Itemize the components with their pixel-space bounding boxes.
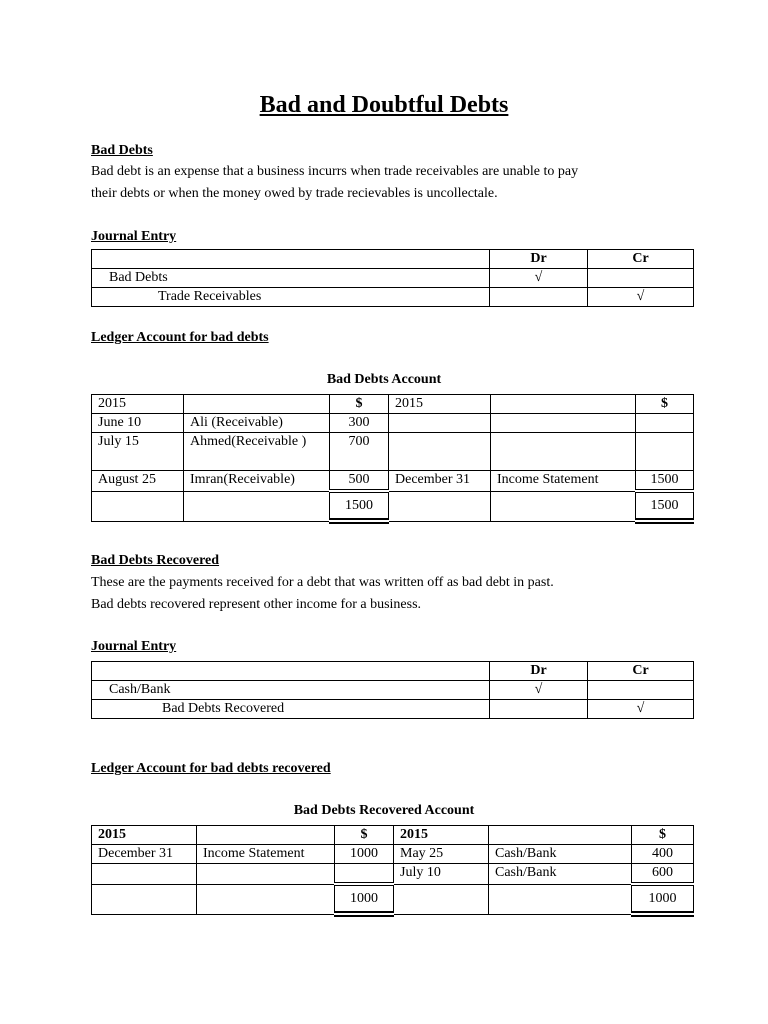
bad-debts-ledger-table xyxy=(91,394,694,524)
table-cell xyxy=(92,884,197,914)
journal-entry-2-table xyxy=(91,661,694,719)
dr-check: √ xyxy=(490,269,588,288)
table-cell xyxy=(92,250,490,269)
cr-check xyxy=(588,681,694,700)
desc-right xyxy=(491,433,636,471)
table-cell xyxy=(491,395,636,414)
currency-right: $ xyxy=(636,395,694,414)
currency-left: $ xyxy=(335,826,394,845)
table-cell xyxy=(389,491,491,521)
table-row xyxy=(92,662,694,681)
amount-right: 400 xyxy=(632,845,694,864)
bad-debts-paragraph xyxy=(91,161,691,205)
amount-right: 1500 xyxy=(636,471,694,492)
amount-left: 500 xyxy=(330,471,389,492)
date-left: July 15 xyxy=(92,433,184,471)
desc-right: Income Statement xyxy=(491,471,636,492)
desc-right: Cash/Bank xyxy=(489,845,632,864)
year-left: 2015 xyxy=(92,826,197,845)
cr-header: Cr xyxy=(588,250,694,269)
desc-left: Ahmed(Receivable ) xyxy=(184,433,330,471)
total-left: 1000 xyxy=(335,884,394,914)
debit-account: Bad Debts xyxy=(92,269,490,288)
currency-right: $ xyxy=(632,826,694,845)
amount-right xyxy=(636,414,694,433)
date-left: August 25 xyxy=(92,471,184,492)
table-row xyxy=(92,864,694,885)
desc-right xyxy=(491,414,636,433)
table-row xyxy=(92,845,694,864)
recovered-line-1: These are the payments received for a debt that was written off as bad debt in past. xyxy=(91,575,554,590)
page-title: Bad and Doubtful Debts xyxy=(259,92,509,118)
journal-entry-1-heading: Journal Entry xyxy=(91,229,177,244)
journal-entry-1-table xyxy=(91,249,694,307)
table-row xyxy=(92,884,694,914)
total-right: 1000 xyxy=(632,884,694,914)
ledger-2-caption: Bad Debts Recovered Account xyxy=(293,803,475,818)
date-right xyxy=(389,414,491,433)
table-cell xyxy=(92,491,184,521)
date-right: July 10 xyxy=(394,864,489,885)
desc-left: Imran(Receivable) xyxy=(184,471,330,492)
date-right: May 25 xyxy=(394,845,489,864)
cr-check: √ xyxy=(588,288,694,307)
amount-left: 1000 xyxy=(335,845,394,864)
table-cell xyxy=(491,491,636,521)
journal-entry-2-heading: Journal Entry xyxy=(91,639,177,654)
cr-check xyxy=(588,269,694,288)
year-right: 2015 xyxy=(394,826,489,845)
bad-debts-recovered-ledger-table xyxy=(91,825,694,917)
desc-left: Ali (Receivable) xyxy=(184,414,330,433)
bad-debts-line-1: Bad debt is an expense that a business incurrs when trade receivables are unable to pay xyxy=(91,164,579,179)
table-cell xyxy=(394,884,489,914)
bad-debts-heading: Bad Debts xyxy=(91,143,153,158)
table-cell xyxy=(184,491,330,521)
cr-check: √ xyxy=(588,700,694,719)
recovered-paragraph xyxy=(91,572,691,616)
table-cell xyxy=(489,884,632,914)
amount-left: 700 xyxy=(330,433,389,471)
recovered-heading: Bad Debts Recovered xyxy=(91,553,220,568)
year-left: 2015 xyxy=(92,395,184,414)
date-right: December 31 xyxy=(389,471,491,492)
amount-right xyxy=(636,433,694,471)
debit-account: Cash/Bank xyxy=(92,681,490,700)
total-right: 1500 xyxy=(636,491,694,521)
desc-left xyxy=(197,864,335,885)
amount-right: 600 xyxy=(632,864,694,885)
year-right: 2015 xyxy=(389,395,491,414)
credit-account: Bad Debts Recovered xyxy=(92,700,490,719)
dr-check xyxy=(490,700,588,719)
table-cell xyxy=(92,662,490,681)
currency-left: $ xyxy=(330,395,389,414)
table-row xyxy=(92,471,694,492)
table-row xyxy=(92,433,694,471)
table-row xyxy=(92,250,694,269)
table-row xyxy=(92,414,694,433)
date-left xyxy=(92,864,197,885)
dr-check xyxy=(490,288,588,307)
desc-right: Cash/Bank xyxy=(489,864,632,885)
desc-left: Income Statement xyxy=(197,845,335,864)
recovered-line-2: Bad debts recovered represent other income for a business. xyxy=(91,597,422,612)
cr-header: Cr xyxy=(588,662,694,681)
table-row xyxy=(92,269,694,288)
dr-check: √ xyxy=(490,681,588,700)
table-row xyxy=(92,700,694,719)
total-left: 1500 xyxy=(330,491,389,521)
date-left: June 10 xyxy=(92,414,184,433)
ledger-2-heading: Ledger Account for bad debts recovered xyxy=(91,761,331,776)
ledger-1-caption: Bad Debts Account xyxy=(326,372,442,387)
bad-debts-line-2: their debts or when the money owed by trade recievables is uncollectale. xyxy=(91,186,498,201)
dr-header: Dr xyxy=(490,662,588,681)
ledger-1-heading: Ledger Account for bad debts xyxy=(91,330,269,345)
table-cell xyxy=(197,884,335,914)
dr-header: Dr xyxy=(490,250,588,269)
table-row xyxy=(92,491,694,521)
table-cell xyxy=(489,826,632,845)
amount-left: 300 xyxy=(330,414,389,433)
table-row xyxy=(92,288,694,307)
table-row xyxy=(92,395,694,414)
amount-left xyxy=(335,864,394,885)
table-row xyxy=(92,681,694,700)
table-cell xyxy=(197,826,335,845)
table-cell xyxy=(184,395,330,414)
date-left: December 31 xyxy=(92,845,197,864)
table-row xyxy=(92,826,694,845)
date-right xyxy=(389,433,491,471)
credit-account: Trade Receivables xyxy=(92,288,490,307)
